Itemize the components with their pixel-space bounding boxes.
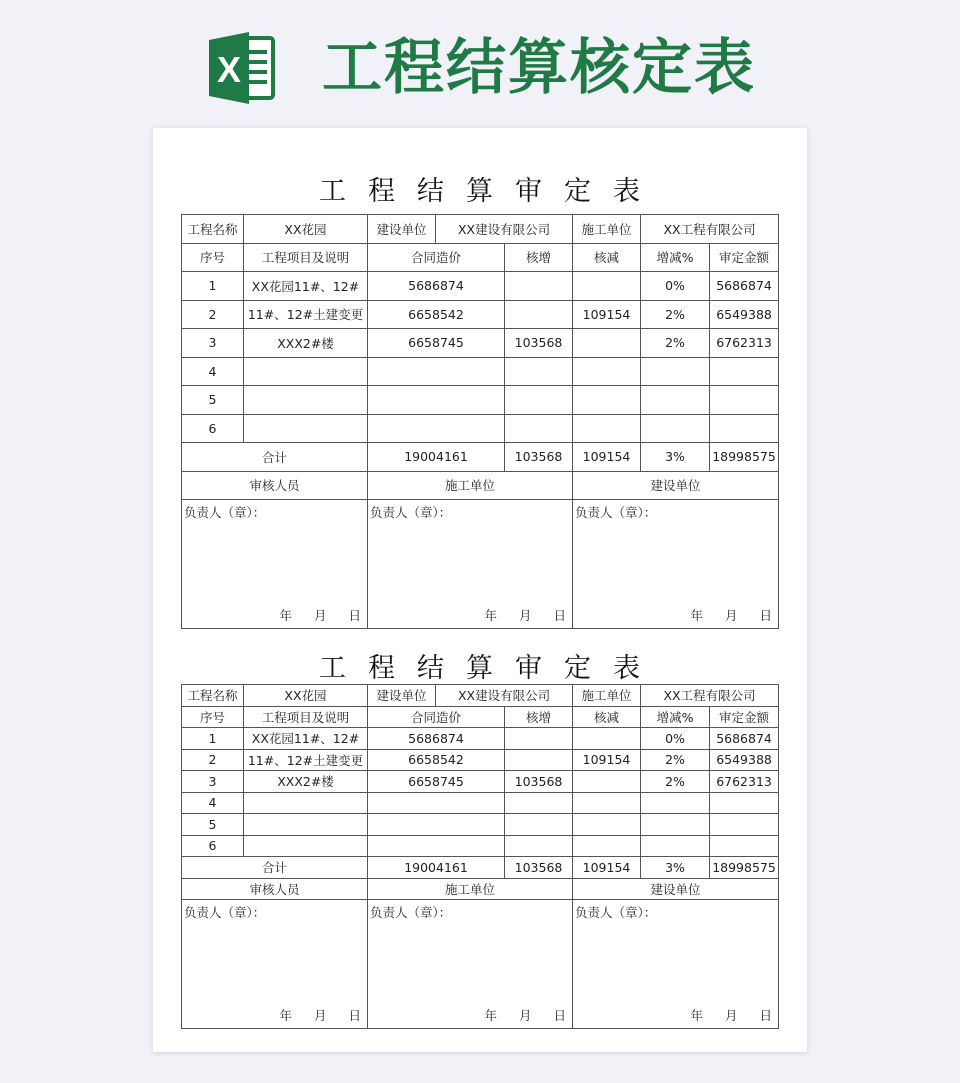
cell-decrease[interactable] bbox=[573, 357, 641, 386]
cell-no: 3 bbox=[182, 771, 244, 793]
date-year: 年 bbox=[484, 1008, 497, 1023]
date-month: 月 bbox=[518, 1008, 532, 1023]
cell-contract[interactable]: 5686874 bbox=[368, 728, 505, 750]
builder-value[interactable]: XX建设有限公司 bbox=[436, 215, 573, 244]
cell-increase[interactable] bbox=[505, 386, 573, 415]
cell-item[interactable] bbox=[244, 386, 368, 415]
cell-decrease[interactable] bbox=[573, 814, 641, 836]
settlement-form-1 bbox=[181, 170, 778, 629]
cell-increase[interactable]: 103568 bbox=[505, 329, 573, 358]
date-day: 日 bbox=[759, 1008, 773, 1023]
form-title: 工程结算审定表 bbox=[319, 653, 662, 684]
date-month: 月 bbox=[725, 1008, 738, 1023]
total-increase[interactable]: 103568 bbox=[505, 443, 573, 472]
cell-increase[interactable] bbox=[505, 728, 573, 750]
cell-increase[interactable] bbox=[505, 357, 573, 386]
cell-pct[interactable] bbox=[641, 814, 710, 836]
cell-no: 1 bbox=[182, 728, 244, 750]
cell-approved[interactable] bbox=[710, 835, 779, 857]
cell-approved[interactable]: 6762313 bbox=[710, 771, 779, 793]
builder-value[interactable]: XX建设有限公司 bbox=[436, 685, 573, 707]
cell-contract[interactable] bbox=[368, 814, 505, 836]
cell-item[interactable] bbox=[244, 414, 368, 443]
column-header: 合同造价 bbox=[368, 706, 505, 728]
contractor-label: 施工单位 bbox=[573, 685, 641, 707]
cell-approved[interactable] bbox=[710, 414, 779, 443]
sign-contractor-label: 施工单位 bbox=[368, 471, 573, 500]
signature-date bbox=[668, 1006, 772, 1024]
cell-pct[interactable] bbox=[641, 386, 710, 415]
cell-approved[interactable]: 5686874 bbox=[710, 272, 779, 301]
cell-contract[interactable]: 6658745 bbox=[368, 329, 505, 358]
builder-signature-box[interactable] bbox=[573, 500, 779, 629]
signature-row bbox=[182, 500, 779, 629]
cell-increase[interactable]: 103568 bbox=[505, 771, 573, 793]
header-row bbox=[182, 215, 779, 244]
cell-approved[interactable] bbox=[710, 814, 779, 836]
project-name-value[interactable]: XX花园 bbox=[244, 685, 368, 707]
cell-decrease[interactable] bbox=[573, 329, 641, 358]
responsible-label: 负责人（章）： bbox=[575, 505, 657, 520]
banner bbox=[0, 20, 960, 116]
signature-row bbox=[182, 900, 779, 1029]
cell-increase[interactable] bbox=[505, 414, 573, 443]
date-year: 年 bbox=[690, 1008, 703, 1023]
cell-item[interactable] bbox=[244, 835, 368, 857]
table-row bbox=[182, 386, 779, 415]
total-contract[interactable]: 19004161 bbox=[368, 443, 505, 472]
cell-increase[interactable] bbox=[505, 792, 573, 814]
cell-approved[interactable] bbox=[710, 357, 779, 386]
column-header: 审定金额 bbox=[710, 243, 779, 272]
column-header: 核减 bbox=[573, 243, 641, 272]
cell-pct[interactable]: 2% bbox=[641, 300, 710, 329]
project-name-label: 工程名称 bbox=[182, 685, 244, 707]
sign-contractor-label: 施工单位 bbox=[368, 878, 573, 900]
contractor-value[interactable]: XX工程有限公司 bbox=[641, 215, 779, 244]
builder-label: 建设单位 bbox=[368, 215, 436, 244]
responsible-label: 负责人（章）： bbox=[575, 905, 657, 920]
column-header: 工程项目及说明 bbox=[244, 243, 368, 272]
cell-decrease[interactable] bbox=[573, 414, 641, 443]
cell-pct[interactable]: 2% bbox=[641, 749, 710, 771]
document-page bbox=[153, 128, 807, 1052]
builder-label: 建设单位 bbox=[368, 685, 436, 707]
cell-item[interactable]: XXX2#楼 bbox=[244, 771, 368, 793]
cell-contract[interactable]: 6658745 bbox=[368, 771, 505, 793]
table-row bbox=[182, 749, 779, 771]
cell-approved[interactable]: 6549388 bbox=[710, 749, 779, 771]
table-row bbox=[182, 329, 779, 358]
responsible-label: 负责人（章）： bbox=[370, 505, 452, 520]
date-month: 月 bbox=[313, 1008, 327, 1023]
cell-approved[interactable]: 5686874 bbox=[710, 728, 779, 750]
cell-contract[interactable] bbox=[368, 414, 505, 443]
signature-date bbox=[257, 606, 361, 624]
cell-no: 6 bbox=[182, 835, 244, 857]
cell-pct[interactable] bbox=[641, 792, 710, 814]
date-year: 年 bbox=[484, 608, 497, 623]
cell-decrease[interactable]: 109154 bbox=[573, 300, 641, 329]
column-header: 增减% bbox=[641, 706, 710, 728]
table-row bbox=[182, 728, 779, 750]
responsible-label: 负责人（章）： bbox=[184, 505, 266, 520]
settlement-table bbox=[181, 214, 779, 629]
cell-increase[interactable] bbox=[505, 835, 573, 857]
cell-pct[interactable]: 0% bbox=[641, 728, 710, 750]
project-name-value[interactable]: XX花园 bbox=[244, 215, 368, 244]
cell-approved[interactable]: 6549388 bbox=[710, 300, 779, 329]
cell-no: 1 bbox=[182, 272, 244, 301]
total-label: 合计 bbox=[182, 443, 368, 472]
cell-increase[interactable] bbox=[505, 300, 573, 329]
cell-item[interactable] bbox=[244, 357, 368, 386]
date-day: 日 bbox=[553, 1008, 567, 1023]
settlement-form-2 bbox=[181, 654, 778, 1029]
total-decrease[interactable]: 109154 bbox=[573, 857, 641, 879]
table-row bbox=[182, 357, 779, 386]
cell-item[interactable]: XXX2#楼 bbox=[244, 329, 368, 358]
date-month: 月 bbox=[725, 608, 738, 623]
cell-approved[interactable] bbox=[710, 792, 779, 814]
table-row bbox=[182, 771, 779, 793]
signature-date bbox=[257, 1006, 361, 1024]
date-day: 日 bbox=[348, 1008, 361, 1023]
cell-decrease[interactable] bbox=[573, 728, 641, 750]
excel-icon bbox=[207, 28, 277, 108]
table-row bbox=[182, 300, 779, 329]
cell-contract[interactable] bbox=[368, 835, 505, 857]
column-header: 序号 bbox=[182, 243, 244, 272]
signature-date bbox=[668, 606, 772, 624]
sign-builder-label: 建设单位 bbox=[573, 878, 779, 900]
cell-item[interactable] bbox=[244, 792, 368, 814]
reviewer-signature-box[interactable] bbox=[182, 900, 368, 1029]
date-month: 月 bbox=[313, 608, 327, 623]
signature-header-row bbox=[182, 878, 779, 900]
column-header-row bbox=[182, 243, 779, 272]
contractor-label: 施工单位 bbox=[573, 215, 641, 244]
signature-date bbox=[462, 1006, 566, 1024]
column-header: 工程项目及说明 bbox=[244, 706, 368, 728]
contractor-signature-box[interactable] bbox=[368, 500, 573, 629]
sign-builder-label: 建设单位 bbox=[573, 471, 779, 500]
date-year: 年 bbox=[279, 608, 292, 623]
table-row bbox=[182, 414, 779, 443]
signature-header-row bbox=[182, 471, 779, 500]
total-row bbox=[182, 857, 779, 879]
column-header: 核增 bbox=[505, 706, 573, 728]
cell-no: 2 bbox=[182, 749, 244, 771]
cell-increase[interactable] bbox=[505, 749, 573, 771]
total-increase[interactable]: 103568 bbox=[505, 857, 573, 879]
total-approved[interactable]: 18998575 bbox=[710, 857, 779, 879]
cell-item[interactable]: XX花园11#、12# bbox=[244, 272, 368, 301]
project-name-label: 工程名称 bbox=[182, 215, 244, 244]
form-title: 工程结算审定表 bbox=[319, 176, 662, 207]
cell-pct[interactable]: 2% bbox=[641, 329, 710, 358]
cell-pct[interactable]: 2% bbox=[641, 771, 710, 793]
settlement-table bbox=[181, 684, 779, 1029]
contractor-value[interactable]: XX工程有限公司 bbox=[641, 685, 779, 707]
contractor-signature-box[interactable] bbox=[368, 900, 573, 1029]
total-pct[interactable]: 3% bbox=[641, 857, 710, 879]
cell-no: 6 bbox=[182, 414, 244, 443]
cell-contract[interactable]: 5686874 bbox=[368, 272, 505, 301]
date-day: 日 bbox=[759, 608, 773, 623]
total-decrease[interactable]: 109154 bbox=[573, 443, 641, 472]
column-header: 核减 bbox=[573, 706, 641, 728]
builder-signature-box[interactable] bbox=[573, 900, 779, 1029]
header-row bbox=[182, 685, 779, 707]
cell-pct[interactable] bbox=[641, 835, 710, 857]
cell-contract[interactable]: 6658542 bbox=[368, 749, 505, 771]
cell-decrease[interactable] bbox=[573, 792, 641, 814]
date-day: 日 bbox=[553, 608, 567, 623]
cell-no: 5 bbox=[182, 814, 244, 836]
cell-pct[interactable]: 0% bbox=[641, 272, 710, 301]
responsible-label: 负责人（章）： bbox=[184, 905, 266, 920]
cell-no: 3 bbox=[182, 329, 244, 358]
date-month: 月 bbox=[518, 608, 532, 623]
date-year: 年 bbox=[279, 1008, 292, 1023]
cell-item[interactable]: 11#、12#土建变更 bbox=[244, 749, 368, 771]
cell-contract[interactable] bbox=[368, 386, 505, 415]
total-pct[interactable]: 3% bbox=[641, 443, 710, 472]
cell-pct[interactable] bbox=[641, 357, 710, 386]
cell-increase[interactable] bbox=[505, 814, 573, 836]
date-day: 日 bbox=[348, 608, 361, 623]
table-row bbox=[182, 835, 779, 857]
signature-date bbox=[462, 606, 566, 624]
total-row bbox=[182, 443, 779, 472]
cell-pct[interactable] bbox=[641, 414, 710, 443]
cell-item[interactable]: 11#、12#土建变更 bbox=[244, 300, 368, 329]
responsible-label: 负责人（章）： bbox=[370, 905, 452, 920]
reviewer-signature-box[interactable] bbox=[182, 500, 368, 629]
cell-decrease[interactable]: 109154 bbox=[573, 749, 641, 771]
reviewer-label: 审核人员 bbox=[182, 471, 368, 500]
date-year: 年 bbox=[690, 608, 703, 623]
cell-item[interactable]: XX花园11#、12# bbox=[244, 728, 368, 750]
cell-contract[interactable] bbox=[368, 357, 505, 386]
cell-no: 4 bbox=[182, 792, 244, 814]
cell-no: 4 bbox=[182, 357, 244, 386]
cell-contract[interactable]: 6658542 bbox=[368, 300, 505, 329]
column-header: 合同造价 bbox=[368, 243, 505, 272]
cell-no: 5 bbox=[182, 386, 244, 415]
total-contract[interactable]: 19004161 bbox=[368, 857, 505, 879]
cell-decrease[interactable] bbox=[573, 386, 641, 415]
cell-decrease[interactable] bbox=[573, 771, 641, 793]
table-row bbox=[182, 814, 779, 836]
column-header: 序号 bbox=[182, 706, 244, 728]
column-header-row bbox=[182, 706, 779, 728]
total-label: 合计 bbox=[182, 857, 368, 879]
table-row bbox=[182, 792, 779, 814]
total-approved[interactable]: 18998575 bbox=[710, 443, 779, 472]
column-header: 审定金额 bbox=[710, 706, 779, 728]
banner-title: 工程结算核定表 bbox=[322, 33, 756, 103]
cell-item[interactable] bbox=[244, 814, 368, 836]
table-row bbox=[182, 272, 779, 301]
excel-icon-letter: X bbox=[216, 49, 242, 90]
cell-decrease[interactable] bbox=[573, 272, 641, 301]
column-header: 核增 bbox=[505, 243, 573, 272]
cell-no: 2 bbox=[182, 300, 244, 329]
cell-increase[interactable] bbox=[505, 272, 573, 301]
column-header: 增减% bbox=[641, 243, 710, 272]
cell-decrease[interactable] bbox=[573, 835, 641, 857]
cell-approved[interactable]: 6762313 bbox=[710, 329, 779, 358]
cell-contract[interactable] bbox=[368, 792, 505, 814]
cell-approved[interactable] bbox=[710, 386, 779, 415]
reviewer-label: 审核人员 bbox=[182, 878, 368, 900]
